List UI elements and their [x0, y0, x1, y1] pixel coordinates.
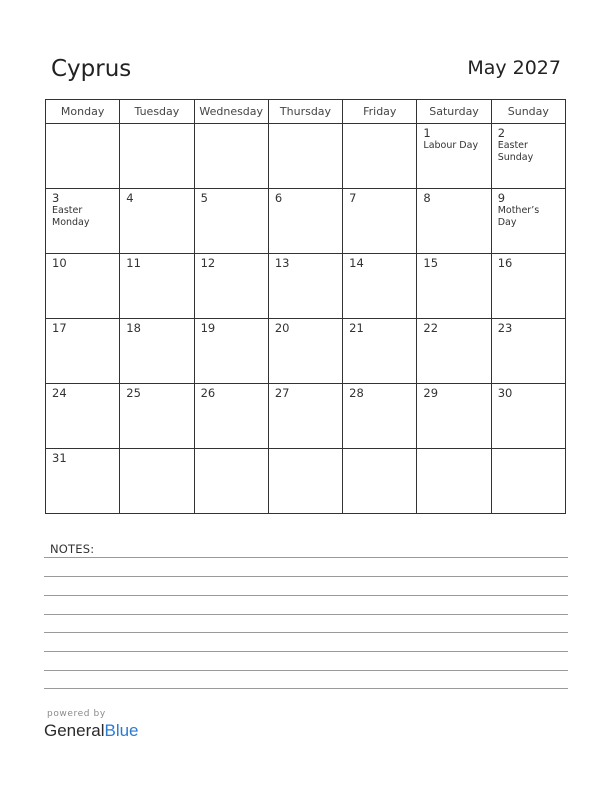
- day-number: 26: [200, 386, 216, 400]
- week-row: [46, 384, 566, 449]
- weekday-header: Wednesday: [194, 100, 268, 124]
- day-cell[interactable]: [343, 384, 417, 449]
- note-line: [44, 595, 568, 596]
- weekday-header: Monday: [46, 100, 120, 124]
- day-cell[interactable]: [120, 124, 194, 189]
- weekday-header-row: [46, 100, 566, 124]
- day-number: 16: [497, 256, 513, 270]
- day-number: 7: [349, 191, 357, 205]
- brand-name-part1: General: [44, 721, 105, 740]
- day-cell[interactable]: [343, 319, 417, 384]
- day-cell[interactable]: [343, 189, 417, 254]
- day-cell[interactable]: [194, 384, 268, 449]
- note-line: [44, 576, 568, 577]
- weekday-header: Sunday: [491, 100, 565, 124]
- day-cell[interactable]: [46, 189, 120, 254]
- day-cell[interactable]: [417, 449, 491, 514]
- day-cell[interactable]: [491, 384, 565, 449]
- day-number: 30: [497, 386, 513, 400]
- day-cell[interactable]: [194, 189, 268, 254]
- note-line: [44, 614, 568, 615]
- day-cell[interactable]: [194, 449, 268, 514]
- generalblue-logo[interactable]: [44, 721, 139, 741]
- day-cell[interactable]: [491, 254, 565, 319]
- day-number: 31: [52, 451, 67, 465]
- day-cell[interactable]: [194, 319, 268, 384]
- day-cell[interactable]: [46, 254, 120, 319]
- day-cell[interactable]: [46, 319, 120, 384]
- day-cell[interactable]: [46, 449, 120, 514]
- day-cell[interactable]: [268, 189, 342, 254]
- day-number: 19: [200, 321, 216, 335]
- holiday-label: Easter Sunday: [497, 140, 534, 163]
- day-cell[interactable]: [194, 124, 268, 189]
- day-number: 17: [52, 321, 67, 335]
- day-number: 23: [497, 321, 513, 335]
- day-cell[interactable]: [268, 254, 342, 319]
- month-title: May 2027: [467, 57, 561, 79]
- day-number: 15: [423, 256, 439, 270]
- day-number: 29: [423, 386, 439, 400]
- weekday-header: Saturday: [417, 100, 491, 124]
- week-row: [46, 449, 566, 514]
- day-number: 1: [423, 126, 431, 140]
- day-number: 24: [52, 386, 67, 400]
- day-number: 4: [126, 191, 134, 205]
- day-cell[interactable]: [120, 189, 194, 254]
- weekday-header: Thursday: [268, 100, 342, 124]
- note-line: [44, 557, 568, 558]
- calendar-grid: [45, 99, 566, 514]
- day-number: 21: [349, 321, 364, 335]
- day-cell[interactable]: [268, 449, 342, 514]
- day-number: 18: [126, 321, 141, 335]
- note-line: [44, 688, 568, 689]
- day-number: 11: [126, 256, 141, 270]
- notes-label: NOTES:: [50, 542, 95, 556]
- day-number: 5: [200, 191, 208, 205]
- day-cell[interactable]: [343, 124, 417, 189]
- day-number: 12: [200, 256, 216, 270]
- note-line: [44, 670, 568, 671]
- day-number: 13: [274, 256, 290, 270]
- day-number: 25: [126, 386, 141, 400]
- calendar-body: [46, 124, 566, 514]
- day-cell[interactable]: [491, 319, 565, 384]
- day-number: 3: [52, 191, 60, 205]
- holiday-label: Mother’s Day: [497, 205, 540, 228]
- day-number: 8: [423, 191, 431, 205]
- day-cell[interactable]: [417, 124, 491, 189]
- holiday-label: Easter Monday: [52, 205, 90, 228]
- note-line: [44, 651, 568, 652]
- country-title: Cyprus: [51, 56, 132, 82]
- day-number: 28: [349, 386, 364, 400]
- day-number: 14: [349, 256, 364, 270]
- brand-name-part2: Blue: [104, 721, 139, 740]
- powered-by-text: powered by: [47, 709, 106, 719]
- day-cell[interactable]: [120, 319, 194, 384]
- day-cell[interactable]: [417, 189, 491, 254]
- day-number: 20: [274, 321, 290, 335]
- day-cell[interactable]: [491, 449, 565, 514]
- day-cell[interactable]: [268, 319, 342, 384]
- week-row: [46, 124, 566, 189]
- day-cell[interactable]: [46, 124, 120, 189]
- day-cell[interactable]: [268, 124, 342, 189]
- day-cell[interactable]: [417, 254, 491, 319]
- day-cell[interactable]: [120, 449, 194, 514]
- week-row: [46, 254, 566, 319]
- day-cell[interactable]: [194, 254, 268, 319]
- day-cell[interactable]: [268, 384, 342, 449]
- week-row: [46, 319, 566, 384]
- day-number: 27: [274, 386, 290, 400]
- holiday-label: Labour Day: [423, 140, 479, 151]
- weekday-header: Tuesday: [120, 100, 194, 124]
- weekday-header: Friday: [343, 100, 417, 124]
- day-number: 2: [497, 126, 506, 140]
- day-number: 6: [274, 191, 283, 205]
- day-number: 10: [52, 256, 67, 270]
- day-cell[interactable]: [343, 254, 417, 319]
- note-line: [44, 632, 568, 633]
- day-cell[interactable]: [417, 319, 491, 384]
- day-cell[interactable]: [120, 254, 194, 319]
- day-cell[interactable]: [491, 124, 565, 189]
- day-cell[interactable]: [417, 384, 491, 449]
- week-row: [46, 189, 566, 254]
- day-number: 22: [423, 321, 439, 335]
- day-cell[interactable]: [491, 189, 565, 254]
- day-cell[interactable]: [120, 384, 194, 449]
- day-cell[interactable]: [46, 384, 120, 449]
- day-number: 9: [497, 191, 506, 205]
- day-cell[interactable]: [343, 449, 417, 514]
